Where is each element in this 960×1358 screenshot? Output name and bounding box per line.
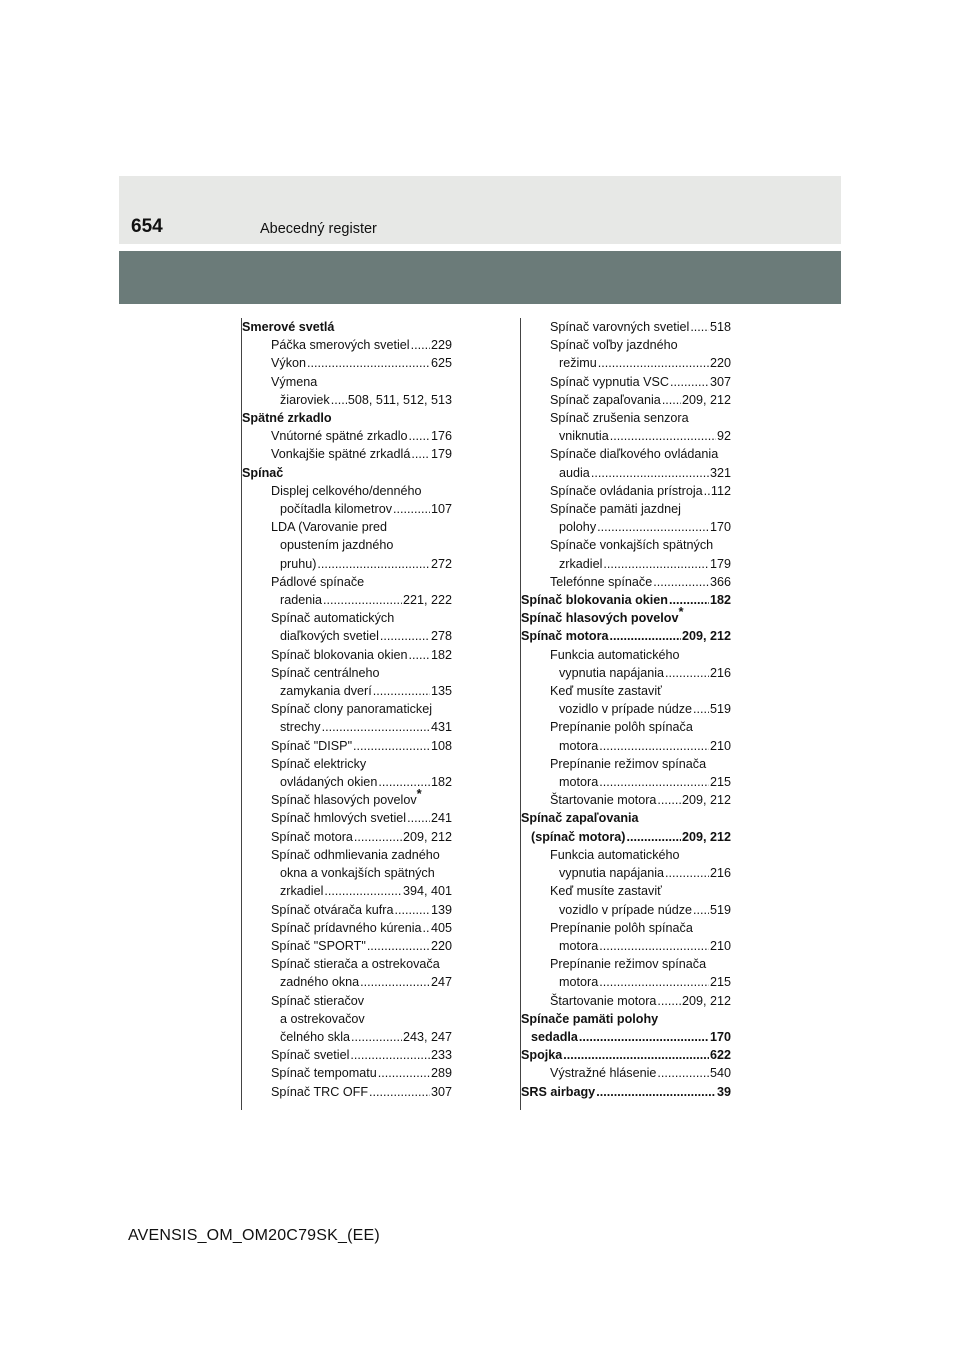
page-reference: 209, 212: [402, 829, 452, 844]
index-entry: [521, 318, 731, 336]
entry-term: Spínač: [242, 465, 284, 480]
dot-leader: [670, 373, 709, 391]
page-reference: 209, 212: [681, 793, 731, 808]
entry-term: Spínač zrušenia senzora: [550, 411, 689, 426]
entry-term: Spínač automatických: [271, 611, 395, 626]
dot-leader: [378, 773, 430, 791]
page-reference: 176: [430, 429, 452, 444]
entry-term: opustením jazdného: [280, 538, 394, 553]
entry-term: vypnutia napájania: [559, 866, 665, 881]
index-entry: [242, 591, 452, 609]
dot-leader: [360, 973, 430, 991]
index-entry: [242, 846, 452, 864]
entry-term: žiaroviek: [280, 392, 330, 407]
dot-leader: [322, 718, 430, 736]
index-entry: [242, 409, 452, 427]
index-entry: [521, 373, 731, 391]
index-entry: [521, 1046, 731, 1064]
dot-leader: [307, 354, 430, 372]
dot-leader: [599, 773, 709, 791]
page-reference: 209, 212: [681, 993, 731, 1008]
entry-term: Spínač hmlových svetiel: [271, 811, 407, 826]
index-entry: [242, 718, 452, 736]
index-entry: [242, 1083, 452, 1101]
index-entry: [521, 1010, 731, 1028]
index-entry: [242, 500, 452, 518]
dot-leader: [323, 591, 402, 609]
entry-term: Spínač zapaľovania: [550, 392, 661, 407]
entry-term: motora: [559, 975, 599, 990]
index-entry: [242, 354, 452, 372]
page-reference: 220: [430, 938, 452, 953]
page-reference: 278: [430, 629, 452, 644]
index-entry: [242, 682, 452, 700]
entry-term: zadného okna: [280, 975, 360, 990]
entry-term: vozidlo v prípade núdze: [559, 702, 693, 717]
index-entry: [242, 992, 452, 1010]
footnote-asterisk: *: [678, 604, 684, 620]
index-entry: [242, 809, 452, 827]
page-reference: 179: [709, 556, 731, 571]
entry-term: Spínač zapaľovania: [521, 811, 639, 826]
page-reference: 307: [709, 374, 731, 389]
index-entry: [242, 573, 452, 591]
entry-term: Keď musíte zastaviť: [550, 684, 662, 699]
page-reference: 519: [709, 902, 731, 917]
entry-term: Spínač clony panoramatickej: [271, 702, 433, 717]
page-reference: 215: [709, 775, 731, 790]
entry-term: Výmena: [271, 374, 318, 389]
entry-term: SRS airbagy: [521, 1084, 596, 1099]
page-number: 654: [131, 216, 163, 237]
dot-leader: [409, 427, 430, 445]
page-reference: 182: [709, 593, 731, 608]
index-entry: [521, 500, 731, 518]
page-reference: 220: [709, 356, 731, 371]
index-entry: [521, 846, 731, 864]
header-band: [119, 251, 841, 304]
dot-leader: [350, 1046, 430, 1064]
index-entry: [521, 555, 731, 573]
entry-term: vypnutia napájania: [559, 665, 665, 680]
page-reference: 135: [430, 684, 452, 699]
page-reference: 92: [716, 429, 731, 444]
dot-leader: [354, 828, 402, 846]
page-reference: 508, 511, 512, 513: [347, 392, 452, 407]
index-entry: [521, 718, 731, 736]
index-entry: [242, 373, 452, 391]
dot-leader: [367, 937, 430, 955]
index-column-right: [521, 318, 731, 1101]
entry-term: Spínače pamäti jazdnej: [550, 502, 681, 517]
entry-term: Spínač otvárača kufra: [271, 902, 394, 917]
entry-term: Prepínanie polôh spínača: [550, 720, 693, 735]
index-entry: [242, 536, 452, 554]
dot-leader: [369, 1083, 430, 1101]
dot-leader: [704, 482, 710, 500]
entry-term: diaľkových svetiel: [280, 629, 379, 644]
entry-term: motora: [559, 775, 599, 790]
dot-leader: [657, 1064, 709, 1082]
index-entry: [521, 518, 731, 536]
entry-term: Spínač vypnutia VSC: [550, 374, 670, 389]
index-entry: [521, 901, 731, 919]
entry-term: Prepínanie režimov spínača: [550, 957, 707, 972]
index-entry: [242, 555, 452, 573]
entry-term: Spínač motora: [271, 829, 353, 844]
index-entry: [521, 937, 731, 955]
entry-term: radenia: [280, 593, 323, 608]
page-reference: 209, 212: [681, 392, 731, 407]
index-entry: [521, 773, 731, 791]
dot-leader: [693, 901, 709, 919]
dot-leader: [665, 864, 709, 882]
dot-leader: [690, 318, 709, 336]
page-reference: 289: [430, 1066, 452, 1081]
entry-term: Páčka smerových svetiel: [271, 338, 410, 353]
page-reference: 233: [430, 1048, 452, 1063]
index-entry: [242, 955, 452, 973]
index-entry: [521, 536, 731, 554]
entry-term: režimu: [559, 356, 597, 371]
page-reference: 243, 247: [402, 1029, 452, 1044]
page-reference: 179: [430, 447, 452, 462]
index-entry: [521, 791, 731, 809]
index-entry: [521, 1064, 731, 1082]
page-reference: 625: [430, 356, 452, 371]
page-reference: 394, 401: [402, 884, 452, 899]
entry-term: zrkadiel: [559, 556, 603, 571]
entry-term: sedadla: [531, 1029, 578, 1044]
index-entry: [242, 646, 452, 664]
entry-term: Spínač stieračov: [271, 993, 365, 1008]
index-entry: [242, 1010, 452, 1028]
page-reference: 216: [709, 665, 731, 680]
entry-term: okna a vonkajších spätných: [280, 866, 435, 881]
page-reference: 170: [709, 520, 731, 535]
dot-leader: [610, 427, 716, 445]
index-entry: [242, 609, 452, 627]
index-entry: [242, 627, 452, 645]
page-reference: 107: [430, 502, 452, 517]
index-entry: [242, 391, 452, 409]
entry-term: Spínače vonkajších spätných: [550, 538, 714, 553]
entry-term: Spínač voľby jazdného: [550, 338, 678, 353]
dot-leader: [423, 919, 430, 937]
index-entry: [242, 973, 452, 991]
page-reference: 272: [430, 556, 452, 571]
entry-term: Spínač tempomatu: [271, 1066, 377, 1081]
dot-leader: [579, 1028, 709, 1046]
entry-term: Spínač "SPORT": [271, 938, 366, 953]
index-entry: [521, 409, 731, 427]
dot-leader: [598, 354, 709, 372]
index-entry: [242, 336, 452, 354]
dot-leader: [409, 646, 430, 664]
entry-term: Displej celkového/denného: [271, 483, 422, 498]
entry-term: Spínač blokovania okien: [521, 593, 668, 608]
entry-term: Funkcia automatického: [550, 847, 680, 862]
page-reference: 215: [709, 975, 731, 990]
index-entry: [521, 919, 731, 937]
index-entry: [521, 482, 731, 500]
entry-term: Vnútorné spätné zrkadlo: [271, 429, 408, 444]
dot-leader: [662, 391, 681, 409]
entry-term: Pádlové spínače: [271, 574, 365, 589]
entry-term: (spínač motora): [531, 829, 626, 844]
page-reference: 108: [430, 738, 452, 753]
index-entry: [242, 882, 452, 900]
entry-term: a ostrekovačov: [280, 1011, 365, 1026]
index-entry: [521, 682, 731, 700]
index-entry: [242, 518, 452, 536]
dot-leader: [317, 555, 430, 573]
entry-term: Spínač hlasových povelov: [521, 611, 679, 626]
index-entry: [521, 591, 731, 609]
dot-leader: [563, 1046, 709, 1064]
dot-leader: [591, 464, 709, 482]
index-entry: [242, 445, 452, 463]
entry-term: motora: [559, 738, 599, 753]
dot-leader: [395, 901, 430, 919]
page-reference: 210: [709, 738, 731, 753]
dot-leader: [407, 809, 430, 827]
entry-term: Spínač hlasových povelov: [271, 793, 417, 808]
page-reference: 39: [716, 1084, 731, 1099]
entry-term: Spínač varovných svetiel: [550, 320, 690, 334]
page-reference: 241: [430, 811, 452, 826]
dot-leader: [378, 1064, 430, 1082]
index-entry: [521, 336, 731, 354]
index-entry: [242, 1028, 452, 1046]
entry-term: Spínač svetiel: [271, 1048, 350, 1063]
entry-term: Spínač blokovania okien: [271, 647, 408, 662]
entry-term: Prepínanie polôh spínača: [550, 920, 693, 935]
index-entry: [521, 427, 731, 445]
entry-term: pruhu): [280, 556, 317, 571]
index-entry: [521, 828, 731, 846]
entry-term: Keď musíte zastaviť: [550, 884, 662, 899]
entry-term: Výkon: [271, 356, 307, 371]
dot-leader: [603, 555, 709, 573]
page-title: Abecedný register: [260, 221, 377, 237]
entry-term: audia: [559, 465, 590, 480]
index-entry: [521, 464, 731, 482]
entry-term: počítadla kilometrov: [280, 502, 392, 517]
index-entry: [242, 1046, 452, 1064]
dot-leader: [665, 664, 709, 682]
page-reference: 229: [430, 338, 452, 353]
entry-term: polohy: [559, 520, 597, 535]
dot-leader: [324, 882, 402, 900]
index-entry: [521, 973, 731, 991]
page-reference: 405: [430, 920, 452, 935]
page-reference: 247: [430, 975, 452, 990]
page-reference: 366: [709, 574, 731, 589]
page-reference: 307: [430, 1084, 452, 1099]
index-entry: [242, 700, 452, 718]
page-reference: 209, 212: [681, 829, 731, 844]
entry-term: Smerové svetlá: [242, 320, 335, 334]
dot-leader: [657, 791, 681, 809]
index-entry: [521, 1028, 731, 1046]
entry-term: Štartovanie motora: [550, 993, 657, 1008]
index-entry: [242, 828, 452, 846]
page-reference: 540: [709, 1066, 731, 1081]
index-entry: [521, 627, 731, 645]
index-entry: [521, 809, 731, 827]
entry-term: Spínač motora: [521, 629, 609, 644]
dot-leader: [596, 1083, 716, 1101]
entry-term: Spínač TRC OFF: [271, 1084, 369, 1099]
index-entry: [521, 882, 731, 900]
entry-term: vozidlo v prípade núdze: [559, 902, 693, 917]
entry-term: Funkcia automatického: [550, 647, 680, 662]
index-entry: [242, 937, 452, 955]
document-code: AVENSIS_OM_OM20C79SK_(EE): [128, 1227, 380, 1244]
dot-leader: [599, 973, 709, 991]
entry-term: Spínač elektricky: [271, 756, 367, 771]
index-entry: [242, 318, 452, 336]
index-entry: [521, 992, 731, 1010]
footnote-asterisk: *: [416, 786, 422, 802]
index-entry: [242, 755, 452, 773]
entry-term: Spínač prídavného kúrenia: [271, 920, 422, 935]
index-entry: [521, 646, 731, 664]
page-reference: 210: [709, 938, 731, 953]
entry-term: vniknutia: [559, 429, 609, 444]
entry-term: Štartovanie motora: [550, 793, 657, 808]
index-entry: [242, 919, 452, 937]
page-reference: 112: [710, 483, 731, 498]
page-reference: 321: [709, 465, 731, 480]
dot-leader: [373, 682, 430, 700]
dot-leader: [653, 573, 709, 591]
dot-leader: [411, 336, 430, 354]
page-reference: 216: [709, 866, 731, 881]
index-entry: [242, 786, 452, 809]
index-entry: [521, 604, 731, 627]
entry-term: Spínače diaľkového ovládania: [550, 447, 719, 462]
entry-term: Vonkajšie spätné zrkadlá: [271, 447, 411, 462]
entry-term: zamykania dverí: [280, 684, 372, 699]
page-reference: 518: [709, 320, 731, 334]
page-reference: 209, 212: [681, 629, 731, 644]
index-entry: [521, 700, 731, 718]
index-entry: [521, 354, 731, 372]
page-reference: 622: [709, 1048, 731, 1063]
index-entry: [242, 1064, 452, 1082]
entry-term: Spínače ovládania prístroja: [550, 483, 703, 498]
entry-term: Výstražné hlásenie: [550, 1066, 657, 1081]
header-bar: [119, 176, 841, 244]
entry-term: ovládaných okien: [280, 775, 378, 790]
index-column-left: [242, 318, 452, 1101]
index-entry: [242, 427, 452, 445]
dot-leader: [380, 627, 430, 645]
entry-term: Spínač centrálneho: [271, 665, 380, 680]
index-entry: [242, 901, 452, 919]
index-entry: [521, 445, 731, 463]
page-reference: 139: [430, 902, 452, 917]
dot-leader: [351, 1028, 402, 1046]
dot-leader: [393, 500, 430, 518]
dot-leader: [331, 391, 347, 409]
entry-term: Spätné zrkadlo: [242, 411, 332, 426]
entry-term: Prepínanie režimov spínača: [550, 756, 707, 771]
entry-term: Spojka: [521, 1048, 563, 1063]
index-entry: [521, 755, 731, 773]
dot-leader: [609, 627, 680, 645]
index-entry: [242, 482, 452, 500]
entry-term: Telefónne spínače: [550, 574, 653, 589]
entry-term: zrkadiel: [280, 884, 324, 899]
page-reference: 170: [709, 1029, 731, 1044]
dot-leader: [693, 700, 709, 718]
entry-term: Spínače pamäti polohy: [521, 1011, 659, 1026]
index-entry: [521, 864, 731, 882]
entry-term: Spínač odhmlievania zadného: [271, 847, 440, 862]
page-reference: 182: [430, 647, 452, 662]
dot-leader: [411, 445, 430, 463]
dot-leader: [597, 518, 709, 536]
entry-term: strechy: [280, 720, 321, 735]
index-entry: [242, 864, 452, 882]
index-entry: [521, 1083, 731, 1101]
index-entry: [521, 955, 731, 973]
dot-leader: [626, 828, 681, 846]
page-reference: 221, 222: [402, 593, 452, 608]
index-entry: [242, 664, 452, 682]
page-reference: 431: [430, 720, 452, 735]
index-entry: [521, 391, 731, 409]
page-reference: 182: [430, 775, 452, 790]
entry-term: Spínač "DISP": [271, 738, 353, 753]
dot-leader: [599, 737, 709, 755]
index-entry: [242, 464, 452, 482]
entry-term: LDA (Varovanie pred: [271, 520, 387, 535]
entry-term: čelného skla: [280, 1029, 351, 1044]
index-entry: [521, 573, 731, 591]
index-entry: [521, 664, 731, 682]
index-entry: [242, 737, 452, 755]
dot-leader: [657, 992, 681, 1010]
dot-leader: [353, 737, 430, 755]
index-entry: [521, 737, 731, 755]
dot-leader: [669, 591, 709, 609]
entry-term: motora: [559, 938, 599, 953]
entry-term: Spínač stierača a ostrekovača: [271, 957, 440, 972]
dot-leader: [599, 937, 709, 955]
page-reference: 519: [709, 702, 731, 717]
